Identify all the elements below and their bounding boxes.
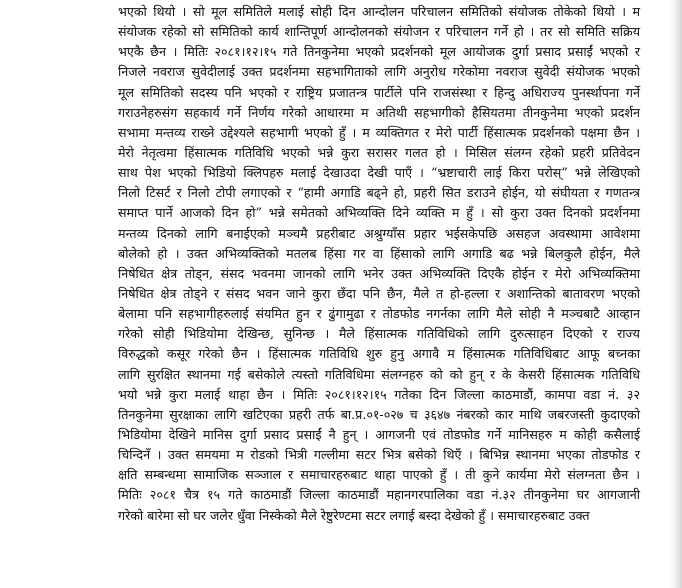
text-line-9: साथ पेश भएको भिडियो क्लिपहरु मलाई देखाउदा देखी पाएँ । “भ्रष्टाचारी लाई किरा परोस्” भन्ने लेखिएको: [118, 165, 640, 181]
text-line-8: मेरो नेतृत्वमा हिंसात्मक गतिविधि भएको भन्ने कुरा सरासर गलत हो । मिसिल संलग्न रहेको प्रहरी प्रतिवेदन: [118, 144, 640, 160]
text-line-26: गरेको बारेमा सो घर जलेर धुँवा निस्केको मैले रेष्टुरेण्टमा सटर लगाई बस्दा देखेको हुँ । समाचारहरुबाट उक्त: [118, 507, 590, 523]
statement-text: [118, 0, 640, 524]
text-line-18: विरुद्धको कसूर गरेको छैन । हिंसात्मक गतिविधि शुरु हुनु अगावै म हिंसात्मक गतिविधिबाट आफू बच्नका: [118, 346, 640, 362]
text-line-12: मन्तव्य दिनको लागि बनाईएको मञ्चमै प्रहरीबाट अश्रुग्याँस प्रहार भईसकेपछि असहज अवस्थामा आवेशमा: [118, 225, 640, 241]
text-line-1: भएको थियो । सो मूल समितिले मलाई सोही दिन आन्दोलन परिचालन समितिको संयोजक तोकेको थियो । म: [118, 4, 640, 19]
text-line-20: भयो भन्ने कुरा मलाई थाहा छैन । मितिः २०८१।१२।१५ गतेका दिन जिल्ला काठमाडौं, कामपा वडा नं. ३२: [118, 386, 640, 402]
text-line-21: तिनकुनेमा सुरक्षाका लागि खटिएका प्रहरी तर्फ बा.प्र.०१-०२७ च ३६४७ नंबरको कार माथि जबरजस्ती कुदाएको: [118, 406, 640, 422]
text-line-23: चिन्दिनँ । उक्त समयमा म रोडको भित्री गल्लीमा सटर भित्र बसेको थिएँ । बिभिन्न स्थानमा भएका तोडफोड र: [118, 447, 640, 463]
text-line-2: संयोजक रहेको सो समितिको कार्य शान्तिपूर्ण आन्दोलनको संयोजन र परिचालन गर्ने हो । तर सो समिति सक्रिय: [118, 24, 640, 40]
text-line-22: भिडियोमा देखिने मानिस दुर्गा प्रसाद प्रसाईं नै हुन् । आगजनी एवं तोडफोड गर्ने मानिसहरु म कोही कसैलाई: [118, 426, 640, 442]
text-line-16: बेलामा पनि सहभागीहरुलाई संयमित हुन र ढुंगामुढा र तोडफोड नगर्नका लागि मैले सोही नै मञ्चबाटै आव्हान: [118, 306, 640, 322]
text-line-3: भएकै छैन । मितिः २०८१।१२।१५ गते तिनकुनेमा भएको प्रदर्शनको मूल आयोजक दुर्गा प्रसाद प्रसाईं भएको र: [118, 44, 640, 60]
text-line-6: गराउनेहरुसंग सहकार्य गर्ने निर्णय गरेको आधारमा म अतिथी सहभागीको हैसियतमा तीनकुनेमा भएको प्रदर्शन: [118, 104, 640, 120]
text-line-15: निषेधित क्षेत्र तोड्ने र संसद भवन जाने कुरा छँदा पनि छैन, मैले त हो-हल्ला र अशान्तिको बातावरण भएको: [118, 285, 640, 301]
text-line-13: बोलेको हो । उक्त अभिव्यक्तिको मतलब हिंसा गर वा हिंसाको लागि अगाडि बढ भन्ने बिलकुलै होईन, मैले: [118, 245, 640, 261]
text-line-24: क्षति सम्बन्धमा सामाजिक सञ्जाल र समाचारहरुबाट थाहा पाएको हुँ । ती कुने कार्यमा मेरो संलग्नता छैन ।: [118, 467, 640, 483]
page-edge-shadow: [670, 0, 682, 588]
text-line-7: सभामा मन्तव्य राख्ने उद्देश्यले सहभागी भएको हुँ । म व्यक्तिगत र मेरो पार्टी हिंसात्मक प्रदर्शनको पक्षमा छैन ।: [118, 124, 640, 140]
text-line-25: मितिः २०८१ चैत्र १५ गते काठमाडौं जिल्ला काठमाडौं महानगरपालिका वडा नं.३२ तीनकुनेमा घर आगजानी: [118, 487, 640, 503]
text-line-10: निलो टिसर्ट र निलो टोपी लगाएको र “हामी अगाडि बढ्ने हो, प्रहरी सित डराउने होईन, यो संघीयता र गणतन्त्र: [118, 185, 640, 201]
text-line-19: लागि सुरक्षित स्थानमा गई बसेकोले त्यस्तो गतिविधिमा संलग्नहरु को को हुन् र के केसरी हिंसात्मक गतिविधि: [118, 366, 640, 382]
text-line-17: गरेको सोही भिडियोमा देखिन्छ, सुनिन्छ । मैले हिंसात्मक गतिविधिको लागि दुरुत्साहन दिएको र राज्य: [118, 326, 640, 342]
text-line-5: मूल समितिको सदस्य पनि भएको र राष्ट्रिय प्रजातन्त्र पार्टीले पनि राजसंस्था र हिन्दु अधिराज्य पुनर्स्थापना गर्ने: [118, 84, 640, 100]
text-line-14: निषेधित क्षेत्र तोड्न, संसद भवनमा जानको लागि भनेर उक्त अभिव्यक्ति दिएकै होईन र मेरो अभिव्यक्तिमा: [118, 265, 640, 281]
text-line-11: समाप्त पार्ने आजको दिन हो” भन्ने समेतको अभिव्यक्ति दिने व्यक्ति म हुँ । सो कुरा उक्त दिनको प्रदर्शनमा: [118, 205, 640, 221]
text-line-4: निजले नवराज सुवेदीलाई उक्त प्रदर्शनमा सहभागिताको लागि अनुरोध गरेकोमा नवराज सुवेदी संयोजक भएको: [118, 64, 640, 80]
